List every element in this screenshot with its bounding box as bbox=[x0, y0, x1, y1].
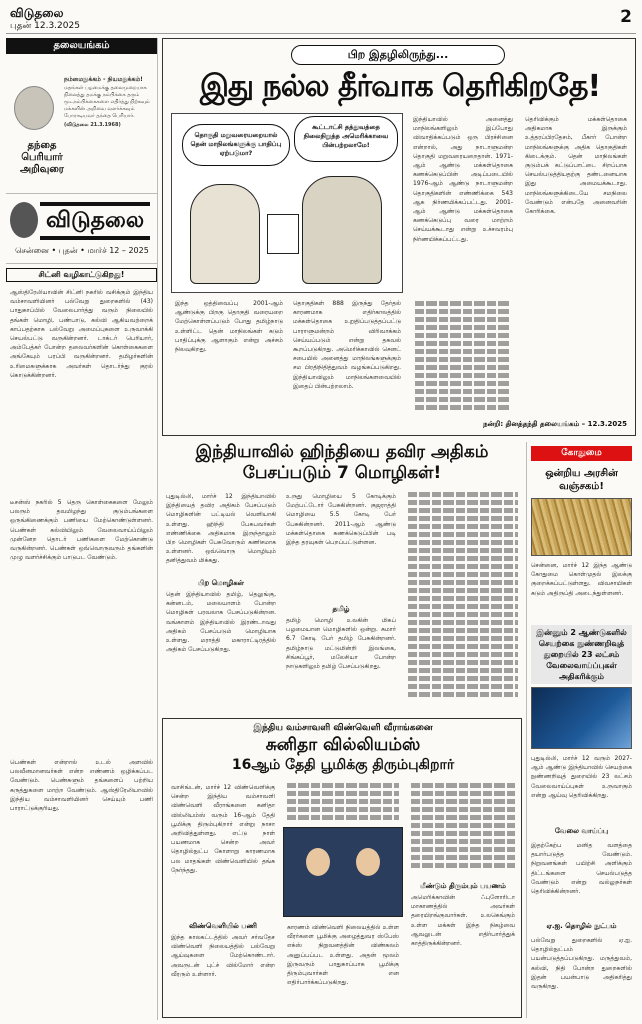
wheat-field-image bbox=[531, 498, 632, 556]
languages-body-2: தென் இந்தியாவில் தமிழ், தெலுங்கு, கன்னடம், மலையாளம் போன்ற மொழிகள் பரவலாக பேசப்படுகின்றன. வங்காளம் இந்தியாவில் இரண்டாவது அதிகம் பேசப்படும் மொழியாக உள்ளது. மராத்தி மகாராட்டிரத்தில் அதிகம் பேசப்படுகிறது. bbox=[166, 591, 276, 654]
feature-article bbox=[162, 38, 636, 436]
editorial-title: சிட்னி வழிகாட்டுகிறது! bbox=[6, 268, 157, 282]
ai-subhead-2: ஏ.ஐ. தொழில் நுட்பம் bbox=[546, 922, 617, 930]
sunita-body-4: அமெரிக்காவின் ஃபுளோரிடா மாகாணத்தில் அவர்கள் தரையிறங்குவார்கள். உலகெங்கும் உள்ள மக்கள் இந்த நிகழ்வை ஆவலுடன் எதிர்பார்த்துக் காத்திருக்கின்றனர். bbox=[411, 894, 515, 948]
cartoon-figure-left bbox=[190, 184, 260, 284]
sunita-kicker: இந்திய வம்சாவளி விண்வெளி வீராங்கனை bbox=[253, 723, 433, 733]
feature-column-1b: இந்த ஒத்திவைப்பு 2001-ஆம் ஆண்டுக்கு பிறகு தொகுதி வரையறை மேற்கொள்ளப்படும் போது தமிழ்நாடு உள்ளிட்ட தென் மாநிலங்கள் கடும் பாதிப்புக்கு ஆளாகும் என்று அச்சம் நிலவுகிறது. bbox=[175, 300, 283, 354]
quote-block bbox=[64, 76, 156, 186]
astronaut-face-1 bbox=[306, 848, 330, 876]
ai-subhead-1: வேலை வாய்ப்பு bbox=[554, 827, 609, 835]
cartoon-bubble-left: தொகுதி மறுவரையறையால் தென் மாநிலங்களுக்கு பாதிப்பு ஏற்படுமா? bbox=[182, 124, 290, 166]
languages-body-4: உருது மொழியை 5 கோடிக்கும் மேற்பட்டோர் பேசுகின்றனர். குஜராத்தி மொழியை 5.5 கோடி பேர் பேசுகின்றனர். 2011-ஆம் ஆண்டு மக்கள்தொகை கணக்கெடுப்பின் படி இந்த தரவுகள் பெறப்பட்டுள்ளன. bbox=[286, 493, 396, 547]
periyar-portrait bbox=[14, 86, 54, 130]
feature-column-2b bbox=[407, 297, 519, 429]
political-cartoon bbox=[171, 113, 403, 293]
editorial-body-3: பெண்கள் என்றால் உடல் அளவில் பலவீனமானவர்கள் என்ற எண்ணம் ஒழிக்கப்பட வேண்டும். பெண்களும் தங்களைப் பற்றிய கருத்துகளை மாற்ற வேண்டும். ஆஸ்திரேலியாவில் இந்திய வம்சாவளியினர் செய்யும் பணி பாராட்டுக்குரியது. bbox=[10, 759, 153, 813]
feature-credit: நன்றி: தினத்தந்தி தலையங்கம் – 12.3.2025 bbox=[483, 420, 627, 428]
sunita-body-2: இந்த காலகட்டத்தில் அவர் சர்வதேச விண்வெளி நிலையத்தில் பல்வேறு ஆய்வுகளை மேற்கொண்டார். அவருடன் புட்ச் வில்மோர் என்ற வீரரும் உள்ளார். bbox=[171, 934, 275, 978]
astronaut-face-2 bbox=[356, 848, 380, 876]
periyar-caption: தந்தை பெரியார் அறிவுரை bbox=[20, 140, 64, 175]
wheat-section-head: கோதுமை bbox=[531, 446, 632, 461]
astronauts-photo bbox=[283, 827, 403, 917]
editorial-body: ஆஸ்திரேலியாவின் சிட்னி நகரில் வசிக்கும் இந்திய வம்சாவளியினர் பல்வேறு துறைகளில் (43) பாதுகாப்பில் வேலைபார்த்து வரும் நிலையில் தங்கள் மொழி, பண்பாடு, கல்வி ஆகியவற்றைக் காப்பதற்காக பல்வேறு அமைப்புகளை உருவாக்கி செயல்பட்டு வருகின்றனர். டாக்டர் பெரியார், அம்பேத்கர் போன்ற தலைவர்களின் கொள்கைகளை அங்கேயும் பரப்பி வருகின்றனர். தமிழர்களின் உரிமைகளுக்காக அவர்கள் தொடர்ந்து குரல் கொடுக்கின்றனர். bbox=[10, 289, 153, 379]
sunita-body-3: காரணம் விண்வெளி நிலையத்தில் உள்ள வீரர்களை பூமிக்கு அழைத்துவர ஸ்பேஸ் எக்ஸ் நிறுவனத்தின் விண்கலம் அனுப்பப்பட உள்ளது. அதன் மூலம் இருவரும் பாதுகாப்பாக பூமிக்கு திரும்புவார்கள் என எதிர்பார்க்கப்படுகிறது. bbox=[287, 924, 399, 987]
cartoon-newspaper bbox=[267, 214, 299, 254]
languages-subhead-2: தமிழ் bbox=[332, 605, 350, 613]
quote-reference: (விடுதலை 21.3.1968) bbox=[64, 122, 121, 128]
sunita-subhead-1: விண்வெளியில் பணி bbox=[189, 922, 257, 930]
feature-column-1: இந்தியாவில் அனைத்து மாநிலங்களிலும் இப்போது விவாதிக்கப்படும் ஒரு பிரச்சினை என்றால், அது நாடாளுமன்ற தொகுதி மறுவரையறைதான். 1971-ஆம் ஆண்டு மக்கள்தொகை கணக்கெடுப்பின் அடிப்படையில் 1976-ஆம் ஆண்டு நாடாளுமன்ற தொகுதிகளின் எண்ணிக்கை 543 ஆக நிர்ணயிக்கப்பட்டது. 2001-ஆம் ஆண்டு மக்கள்தொகை கணக்கெடுப்பு வரை மாற்றம் செய்யக்கூடாது என்று உச்சவரம்பு நிர்ணயிக்கப்பட்டது. bbox=[413, 116, 513, 243]
viduthalai-logo bbox=[6, 194, 157, 264]
ai-jobs-headline: இன்னும் 2 ஆண்டுகளில் செயற்கை நுண்ணறிவுத் துறையில் 23 லட்சம் வேலைவாய்ப்புகள் அதிகரிக்கும் bbox=[531, 625, 632, 684]
sunita-headline: 16ஆம் தேதி பூமிக்கு திரும்புகிறார் bbox=[231, 757, 455, 773]
periyar-quote-box bbox=[6, 54, 157, 194]
editorial-body-2: டீசன்ஸ் நகரில் 5 தெரு கொள்கைகளை மேலும் பலரும் தவமிழந்து குடும்பங்களை ஒருங்கிணைக்கும் பணியை மேற்கொண்டுள்ளனர். பெண்கள் கல்வியிலும் வேலைவாய்ப்பிலும் முன்னேற தொடர் பணிகளை மேற்கொண்டு வருகின்றனர். பெண்கள் ஒவ்வொருவரும் தங்களின் முழு வளர்ச்சிக்கும் பாடுபட வேண்டும். bbox=[10, 499, 153, 562]
sunita-name: சுனிதா வில்லியம்ஸ் bbox=[265, 735, 421, 755]
languages-headline: இந்தியாவில் ஹிந்தியை தவிர அதிகம் பேசப்படும் 7 மொழிகள்! bbox=[195, 442, 489, 483]
sunita-williams-article bbox=[162, 718, 522, 1018]
masthead-name: விடுதலை bbox=[10, 6, 64, 20]
feature-column-2: தொகுதிகள் 888 இருந்து தேர்தல் காரணமாக எதிர்காலத்தில் மக்கள்தொகை உறுதிப்படுத்தப்பட்டு பாராளுமன்றம் விரிவாக்கம் செய்யப்படும் என்று தகவல் கூறப்படுகிறது. அமெரிக்காவில் செனட் சபையில் அனைத்து மாநிலங்களுக்கும் சம பிரதிநிதித்துவம் வழங்கப்படுகிறது. இந்தியாவிலும் மாநிலங்களவையில் இதைப் பின்பற்றலாம். bbox=[293, 300, 401, 390]
sunita-col2-top bbox=[283, 781, 403, 825]
languages-column-3 bbox=[404, 490, 522, 712]
sunita-col3-top bbox=[407, 781, 519, 877]
ai-body-1: புதுடில்லி, மார்ச் 12 வரும் 2027-ஆம் ஆண்டு இந்தியாவில் செயற்கை நுண்ணறிவுத் துறையில் 23 லட்சம் வேலைவாய்ப்புகள் உருவாகும் என்று ஆய்வு தெரிவிக்கிறது. bbox=[531, 755, 632, 799]
quote-text: மதங்கள் பழமைக்கு தலைமுறையாக நிலைத்து தமக்கு நம்பிக்கை தரும் மூடநம்பிக்கைகளை எதிர்த்து நிற்கவும் மக்களின் அறிவை வளர்க்கவும் போராடியவர் தந்தை பெரியார். bbox=[64, 85, 150, 119]
ai-robot-image bbox=[531, 687, 632, 749]
masthead-date: புதன் 12.3.2025 bbox=[10, 21, 80, 31]
sunita-body-1: வாசிங்டன், மார்ச் 12 விண்வெளிக்கு சென்ற இந்திய வம்சாவளி விண்வெளி வீராங்கனை சுனிதா வில்லியம்ஸ் வரும் 16-ஆம் தேதி பூமிக்கு திரும்புகிறார் என்று நாசா அறிவித்துள்ளது. எட்டு நாள் பயணமாக சென்ற அவர் தொழில்நுட்ப கோளாறு காரணமாக பல மாதங்கள் விண்வெளியில் தங்க நேர்ந்தது. bbox=[171, 784, 275, 874]
feature-tag: பிற இதழிலிருந்து... bbox=[291, 45, 505, 65]
side-column bbox=[526, 442, 636, 1018]
page-number: 2 bbox=[620, 7, 632, 27]
wheat-headline: ஒன்றிய அரசின் வஞ்சகம்! bbox=[545, 468, 618, 492]
sunita-subhead-2: மீண்டும் திரும்பும் பயணம் bbox=[420, 882, 506, 890]
ai-body-3: பல்வேறு துறைகளில் ஏ.ஐ. தொழில்நுட்பம் பயன்படுத்தப்படுகிறது. மருத்துவம், கல்வி, நிதி போன்ற துறைகளில் இதன் பயன்பாடு அதிகரித்து வருகிறது. bbox=[531, 937, 632, 991]
editorial-section-bar: தலையங்கம் bbox=[6, 38, 157, 54]
page-header bbox=[6, 4, 636, 34]
quote-title: நம்மைநுக்கம் - நியமநுக்கம்! bbox=[64, 76, 143, 83]
logo-silhouette bbox=[10, 202, 38, 238]
languages-body-3: தமிழ் மொழி உலகின் மிகப் பழமையான மொழிகளில் ஒன்று. சுமார் 6.7 கோடி பேர் தமிழ் பேசுகின்றனர். தமிழ்நாடு மட்டுமின்றி இலங்கை, சிங்கப்பூர், மலேசியா போன்ற நாடுகளிலும் தமிழ் பேசப்படுகிறது. bbox=[286, 617, 396, 671]
feature-headline: இது நல்ல தீர்வாக தெரிகிறதே! bbox=[199, 69, 601, 104]
languages-article bbox=[162, 490, 522, 712]
editorial-column bbox=[6, 38, 158, 1020]
cartoon-figure-right bbox=[302, 176, 382, 284]
feature-column-3: தெரிவிக்கும் மக்கள்தொகை அதிகமாக இருக்கும் உத்தரப்பிரதேசம், பீகார் போன்ற மாநிலங்களுக்கு அதிக தொகுதிகள் கிடைக்கும். தென் மாநிலங்கள் குடும்பக் கட்டுப்பாட்டை சிறப்பாக செயல்படுத்தியதற்கு தண்டனையாக இது அமையக்கூடாது. மாநிலங்களுக்கிடையே சமநிலை வேண்டும் என்பதே அனைவரின் கோரிக்கை. bbox=[525, 116, 627, 216]
logo-text: விடுதலை bbox=[40, 202, 150, 240]
cartoon-bubble-right: கூட்டாட்சி தத்துவத்தை நிலைநிறுத்த அமெரிக்காவை பின்பற்றலாமே! bbox=[294, 116, 398, 162]
logo-dateline: சென்னை • புதன் • மார்ச் 12 – 2025 bbox=[15, 246, 149, 255]
wheat-body: சென்னை, மார்ச் 12 இந்த ஆண்டு கோதுமை கொள்முதல் இலக்கு குறைக்கப்பட்டுள்ளது. விவசாயிகள் கடும் அதிருப்தி அடைந்துள்ளனர். bbox=[531, 562, 632, 597]
languages-subhead-1: பிற மொழிகள் bbox=[197, 579, 244, 587]
ai-body-2: இதற்கேற்ப மனித வளத்தை தயார்படுத்த வேண்டும். நிறுவனங்கள் பயிற்சி அளிக்கும் திட்டங்களை செயல்படுத்த வேண்டும் என்று வல்லுநர்கள் தெரிவிக்கின்றனர். bbox=[531, 842, 632, 896]
languages-body-1: புதுடில்லி, மார்ச் 12 இந்தியாவில் இந்தியைத் தவிர அதிகம் பேசப்படும் மொழிகளின் பட்டியல் வெளியாகி உள்ளது. ஹிந்தி பேசுபவர்கள் எண்ணிக்கை அதிகமாக இருந்தாலும் பிற மொழிகள் பேசுவோரும் கணிசமாக உள்ளனர். ஒவ்வொரு மொழியும் தனித்துவம் மிக்கது. bbox=[166, 493, 276, 565]
